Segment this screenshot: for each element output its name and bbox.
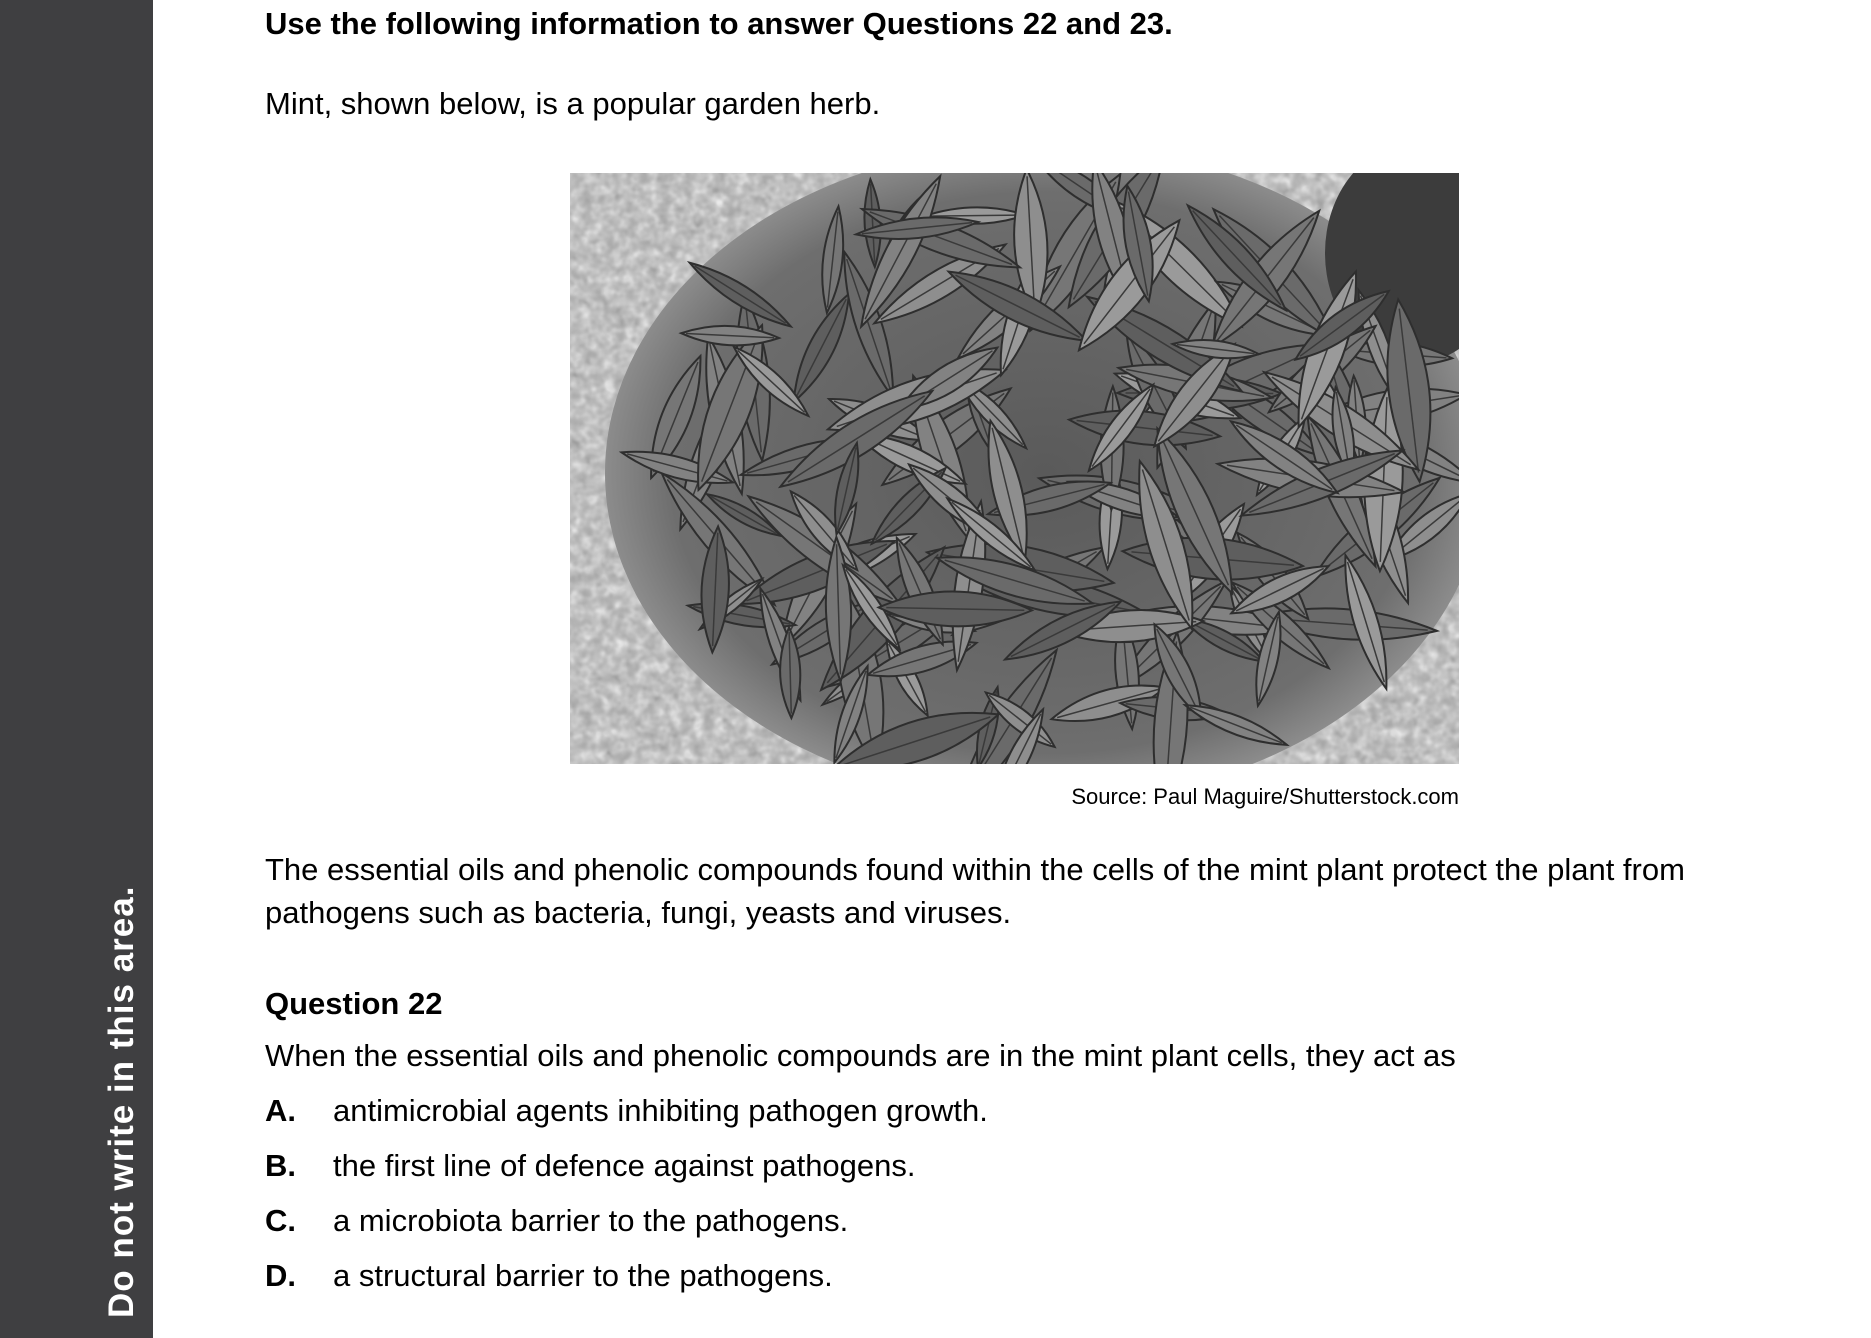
stimulus-text: The essential oils and phenolic compounds found within the cells of the mint plant protect the plant from pathogens such as bacteria, fungi, yeasts and viruses.	[265, 852, 1685, 930]
option-letter: D.	[265, 1258, 296, 1293]
option-letter: A.	[265, 1093, 296, 1128]
question-stem: When the essential oils and phenolic compounds are in the mint plant cells, they act as	[265, 1038, 1456, 1073]
option-a[interactable]	[265, 1093, 988, 1148]
option-letter: C.	[265, 1203, 296, 1238]
answer-options	[265, 1093, 988, 1313]
margin-bar	[0, 0, 153, 1338]
photo-source-credit: Source: Paul Maguire/Shutterstock.com	[1071, 784, 1459, 809]
option-d[interactable]	[265, 1258, 988, 1313]
mint-plant-photo	[570, 173, 1459, 764]
option-text: antimicrobial agents inhibiting pathogen growth.	[333, 1093, 988, 1128]
option-letter: B.	[265, 1148, 296, 1183]
margin-notice: Do not write in this area.	[102, 885, 141, 1318]
intro-heading: Use the following information to answer Questions 22 and 23.	[265, 6, 1173, 41]
option-text: the first line of defence against pathogens.	[333, 1148, 916, 1183]
intro-text: Mint, shown below, is a popular garden herb.	[265, 86, 881, 121]
option-b[interactable]	[265, 1148, 988, 1203]
option-c[interactable]	[265, 1203, 988, 1258]
option-text: a structural barrier to the pathogens.	[333, 1258, 833, 1293]
question-heading: Question 22	[265, 986, 443, 1021]
option-text: a microbiota barrier to the pathogens.	[333, 1203, 849, 1238]
